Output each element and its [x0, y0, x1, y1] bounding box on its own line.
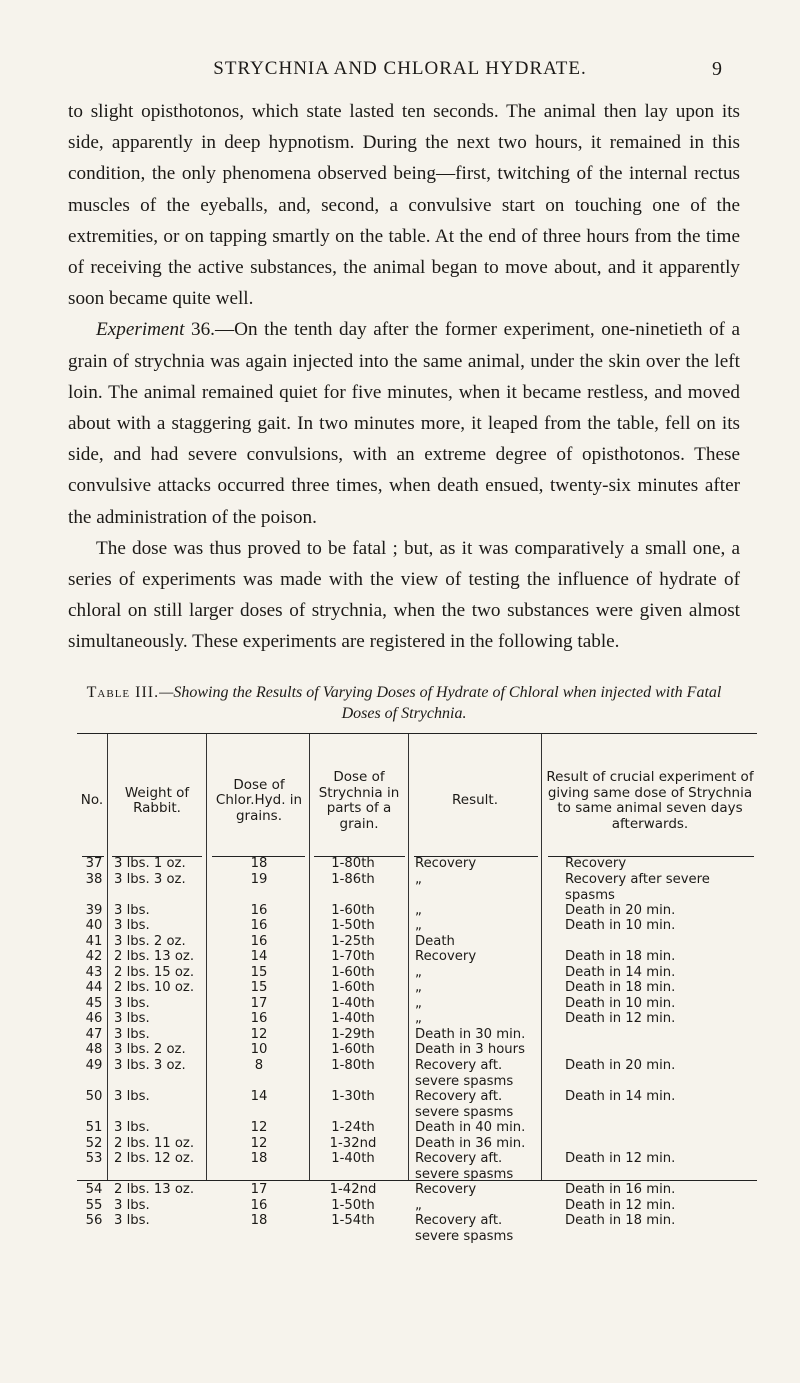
table-cell-weight: 3 lbs.	[114, 903, 150, 918]
table-cell-no: 51	[85, 1120, 103, 1135]
table-cell-weight: 3 lbs.	[114, 1213, 150, 1228]
table-cell-weight: 2 lbs. 10 oz.	[114, 980, 195, 995]
table-cell-no: 44	[85, 980, 103, 995]
table-cell-result: Recovery aft. severe spasms	[415, 1151, 514, 1182]
table-cell-no: 43	[85, 965, 103, 980]
table-cell-strychnia: 1-50th	[331, 918, 375, 933]
paragraph-1: to slight opisthotonos, which state lasted ten seconds. The animal then lay upon its side, apparently in deep hypnotism. During the next two hours, it remained in this condition, the only phenomena observed being—first, twitching of the internal rectus muscles of the eyeballs, and, second, a convulsive start on touching one of the extremities, or on tapping smartly on the table. At the end of three hours from the time of receiving the active substances, the animal began to move about, and it apparently soon became quite well.	[68, 101, 740, 310]
table-cell-strychnia: 1-50th	[331, 1198, 375, 1213]
table-cell-strychnia: 1-42nd	[329, 1182, 377, 1197]
table-cell-result: „	[415, 918, 422, 933]
table-cell-crucial: Death in 14 min.	[565, 1089, 676, 1104]
table-cell-chloral: 14	[250, 1089, 268, 1104]
table-cell-no: 49	[85, 1058, 103, 1073]
table-cell-chloral: 16	[250, 903, 268, 918]
column-divider	[408, 734, 409, 1180]
table-cell-no: 52	[85, 1136, 103, 1151]
paragraph-2-text: 36.—On the tenth day after the former experiment, one-ninetieth of a grain of strychnia was again injected into the same animal, under the skin over the left loin. The animal remained quiet for five minutes, when it became restless, and moved about with a staggering gait. In two minutes more, it leaped from the table, fell on its side, and had severe convulsions, with an extreme degree of opisthotonos. These convulsive attacks occurred three times, when death ensued, twenty-six minutes after the administration of the poison.	[68, 319, 740, 528]
table-cell-strychnia: 1-70th	[331, 949, 375, 964]
table-cell-crucial: Recovery	[565, 856, 627, 871]
table-cell-weight: 2 lbs. 13 oz.	[114, 1182, 195, 1197]
table-cell-chloral: 16	[250, 934, 268, 949]
table-cell-strychnia: 1-60th	[331, 980, 375, 995]
column-divider	[107, 734, 108, 1180]
header-chloral-dose: Dose of Chlor.Hyd. in grains.	[215, 776, 303, 824]
table-cell-result: „	[415, 965, 422, 980]
table-cell-weight: 3 lbs. 3 oz.	[114, 1058, 186, 1073]
experiment-label: Experiment	[96, 319, 185, 341]
table-cell-chloral: 10	[250, 1042, 268, 1057]
table-cell-chloral: 15	[250, 980, 268, 995]
header-crucial-result: Result of crucial experiment of giving same dose of Strychnia to same animal seven days afterwards.	[546, 769, 754, 832]
table-cell-no: 55	[85, 1198, 103, 1213]
table-cell-chloral: 14	[250, 949, 268, 964]
header-strychnia-dose: Dose of Strychnia in parts of a grain.	[318, 769, 400, 832]
table-label: Table III.	[86, 684, 160, 701]
table-cell-strychnia: 1-60th	[331, 965, 375, 980]
table-cell-result: „	[415, 980, 422, 995]
table-cell-no: 46	[85, 1011, 103, 1026]
table-caption	[68, 682, 740, 724]
table-cell-result: „	[415, 1011, 422, 1026]
table-cell-chloral: 12	[250, 1136, 268, 1151]
table-cell-strychnia: 1-80th	[331, 1058, 375, 1073]
paragraph-2	[68, 314, 740, 532]
table-cell-result: Death	[415, 934, 455, 949]
table-cell-result: „	[415, 996, 422, 1011]
table-cell-chloral: 12	[250, 1120, 268, 1135]
table-cell-weight: 2 lbs. 12 oz.	[114, 1151, 195, 1166]
table-cell-result: Recovery	[415, 1182, 477, 1197]
table-cell-no: 48	[85, 1042, 103, 1057]
table-cell-chloral: 15	[250, 965, 268, 980]
table-cell-no: 39	[85, 903, 103, 918]
table-cell-strychnia: 1-60th	[331, 903, 375, 918]
body-text	[68, 96, 740, 658]
header-weight: Weight of Rabbit.	[124, 784, 190, 816]
table-cell-no: 37	[85, 856, 103, 871]
table-cell-result: Death in 40 min.	[415, 1120, 526, 1135]
table-cell-chloral: 8	[254, 1058, 264, 1073]
table-cell-weight: 3 lbs. 2 oz.	[114, 934, 186, 949]
table-cell-no: 54	[85, 1182, 103, 1197]
table-cell-strychnia: 1-29th	[331, 1027, 375, 1042]
table-cell-chloral: 16	[250, 1198, 268, 1213]
table-cell-strychnia: 1-25th	[331, 934, 375, 949]
table-cell-strychnia: 1-60th	[331, 1042, 375, 1057]
table-cell-crucial: Death in 10 min.	[565, 918, 676, 933]
table-cell-crucial: Death in 16 min.	[565, 1182, 676, 1197]
table-cell-result: Death in 30 min.	[415, 1027, 526, 1042]
table-cell-no: 42	[85, 949, 103, 964]
table-cell-result: Recovery	[415, 856, 477, 871]
table-caption-text: —Showing the Results of Varying Doses of Hydrate of Chloral when injected with Fatal Doses of Strychnia.	[159, 684, 722, 722]
table-cell-strychnia: 1-30th	[331, 1089, 375, 1104]
column-divider	[541, 734, 542, 1180]
header-result: Result.	[451, 792, 498, 809]
table-cell-weight: 3 lbs. 2 oz.	[114, 1042, 186, 1057]
table-cell-result: Recovery	[415, 949, 477, 964]
table-cell-strychnia: 1-32nd	[329, 1136, 377, 1151]
table-cell-result: „	[415, 872, 422, 887]
table-cell-weight: 3 lbs.	[114, 1120, 150, 1135]
table-cell-result: Death in 36 min.	[415, 1136, 526, 1151]
table-cell-weight: 3 lbs.	[114, 1089, 150, 1104]
table-cell-crucial: Death in 20 min.	[565, 1058, 676, 1073]
table-cell-chloral: 12	[250, 1027, 268, 1042]
page-number: 9	[712, 58, 722, 80]
header-no: No.	[80, 792, 104, 809]
table-cell-chloral: 18	[250, 1213, 268, 1228]
table-cell-chloral: 16	[250, 1011, 268, 1026]
table-cell-result: „	[415, 1198, 422, 1213]
table-cell-weight: 2 lbs. 13 oz.	[114, 949, 195, 964]
table-cell-result: Recovery aft. severe spasms	[415, 1058, 514, 1089]
table-cell-crucial: Death in 14 min.	[565, 965, 676, 980]
table-cell-no: 53	[85, 1151, 103, 1166]
table-cell-result: Death in 3 hours	[415, 1042, 525, 1057]
table-cell-strychnia: 1-24th	[331, 1120, 375, 1135]
table-cell-chloral: 17	[250, 1182, 268, 1197]
table-cell-weight: 2 lbs. 11 oz.	[114, 1136, 195, 1151]
table-cell-crucial: Death in 12 min.	[565, 1198, 676, 1213]
table-cell-crucial: Death in 10 min.	[565, 996, 676, 1011]
table-cell-weight: 3 lbs.	[114, 1198, 150, 1213]
table-cell-chloral: 19	[250, 872, 268, 887]
table-cell-weight: 3 lbs.	[114, 996, 150, 1011]
table-cell-weight: 2 lbs. 15 oz.	[114, 965, 195, 980]
table-cell-weight: 3 lbs.	[114, 1011, 150, 1026]
table-cell-no: 38	[85, 872, 103, 887]
table-cell-strychnia: 1-40th	[331, 1011, 375, 1026]
table-cell-crucial: Death in 18 min.	[565, 1213, 676, 1228]
table-cell-weight: 3 lbs. 1 oz.	[114, 856, 186, 871]
table-cell-chloral: 17	[250, 996, 268, 1011]
table-cell-strychnia: 1-40th	[331, 1151, 375, 1166]
column-divider	[206, 734, 207, 1180]
table-cell-crucial: Recovery after severe spasms	[565, 872, 710, 903]
table-cell-crucial: Death in 20 min.	[565, 903, 676, 918]
table-cell-result: „	[415, 903, 422, 918]
table-cell-chloral: 18	[250, 856, 268, 871]
running-header	[0, 58, 800, 88]
table-cell-weight: 3 lbs.	[114, 918, 150, 933]
running-title: STRYCHNIA AND CHLORAL HYDRATE.	[213, 58, 587, 79]
table-cell-crucial: Death in 18 min.	[565, 980, 676, 995]
table-cell-no: 41	[85, 934, 103, 949]
table-cell-strychnia: 1-40th	[331, 996, 375, 1011]
table-cell-chloral: 16	[250, 918, 268, 933]
table-cell-no: 45	[85, 996, 103, 1011]
table-cell-strychnia: 1-54th	[331, 1213, 375, 1228]
table-top-rule	[77, 733, 757, 734]
table-cell-weight: 3 lbs.	[114, 1027, 150, 1042]
table-cell-result: Recovery aft. severe spasms	[415, 1213, 514, 1244]
table-cell-crucial: Death in 12 min.	[565, 1011, 676, 1026]
column-divider	[309, 734, 310, 1180]
table-cell-strychnia: 1-80th	[331, 856, 375, 871]
table-cell-chloral: 18	[250, 1151, 268, 1166]
table-cell-no: 40	[85, 918, 103, 933]
table-cell-weight: 3 lbs. 3 oz.	[114, 872, 186, 887]
table-cell-crucial: Death in 12 min.	[565, 1151, 676, 1166]
paragraph-3: The dose was thus proved to be fatal ; but, as it was comparatively a small one, a series of experiments was made with the view of testing the influence of hydrate of chloral on still larger doses of strychnia, when the two substances were given almost simultaneously. These experiments are registered in the following table.	[68, 537, 740, 653]
table-cell-strychnia: 1-86th	[331, 872, 375, 887]
table-cell-no: 56	[85, 1213, 103, 1228]
table-cell-crucial: Death in 18 min.	[565, 949, 676, 964]
table-cell-result: Recovery aft. severe spasms	[415, 1089, 514, 1120]
table-cell-no: 50	[85, 1089, 103, 1104]
table-cell-no: 47	[85, 1027, 103, 1042]
